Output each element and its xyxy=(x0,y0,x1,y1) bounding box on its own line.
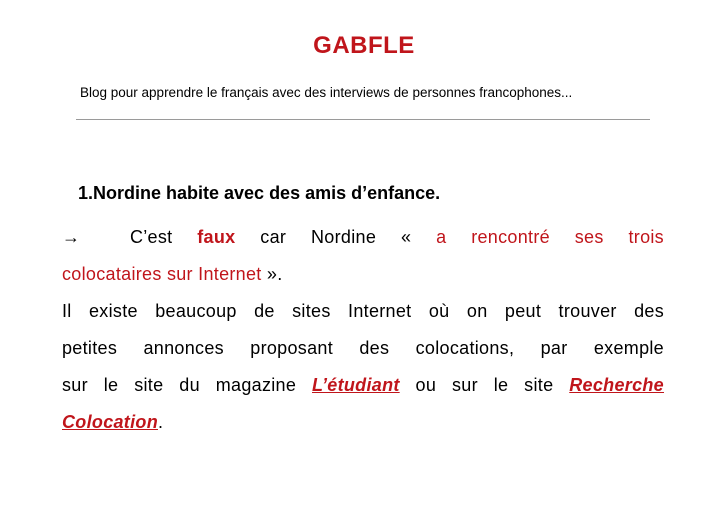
header-separator xyxy=(76,119,650,120)
recherche-colocation-link[interactable]: Recherche xyxy=(569,375,664,395)
keyword-faux: faux xyxy=(197,227,236,247)
question-heading: 1.Nordine habite avec des amis d’enfance. xyxy=(78,183,441,203)
answer-text: car Nordine « xyxy=(260,227,437,247)
paragraph-line: Il existe beaucoup de sites Internet où on peut trouver des xyxy=(62,301,664,321)
paragraph-line xyxy=(62,404,664,441)
letudiant-link[interactable]: L’étudiant xyxy=(312,375,400,395)
quote-text: colocataires sur Internet xyxy=(62,264,262,284)
arrow-icon: → xyxy=(62,227,81,247)
paragraph-line xyxy=(62,367,664,404)
answer-text: C’est xyxy=(129,227,173,247)
answer-text: ». xyxy=(261,264,283,284)
quote-text: a rencontré ses trois xyxy=(436,227,664,247)
paragraph-text: . xyxy=(158,412,164,432)
site-title: GABFLE xyxy=(313,32,415,59)
answer-body xyxy=(62,219,664,441)
paragraph-line: petites annonces proposant des colocations, par exemple xyxy=(62,338,664,358)
answer-line-2 xyxy=(62,256,664,293)
site-tagline: Blog pour apprendre le français avec des interviews de personnes francophones... xyxy=(80,85,573,100)
paragraph-text: ou sur le site xyxy=(399,375,570,395)
answer-line-1 xyxy=(62,219,664,256)
paragraph-text: sur le site du magazine xyxy=(62,375,313,395)
recherche-colocation-link[interactable]: Colocation xyxy=(62,412,158,432)
